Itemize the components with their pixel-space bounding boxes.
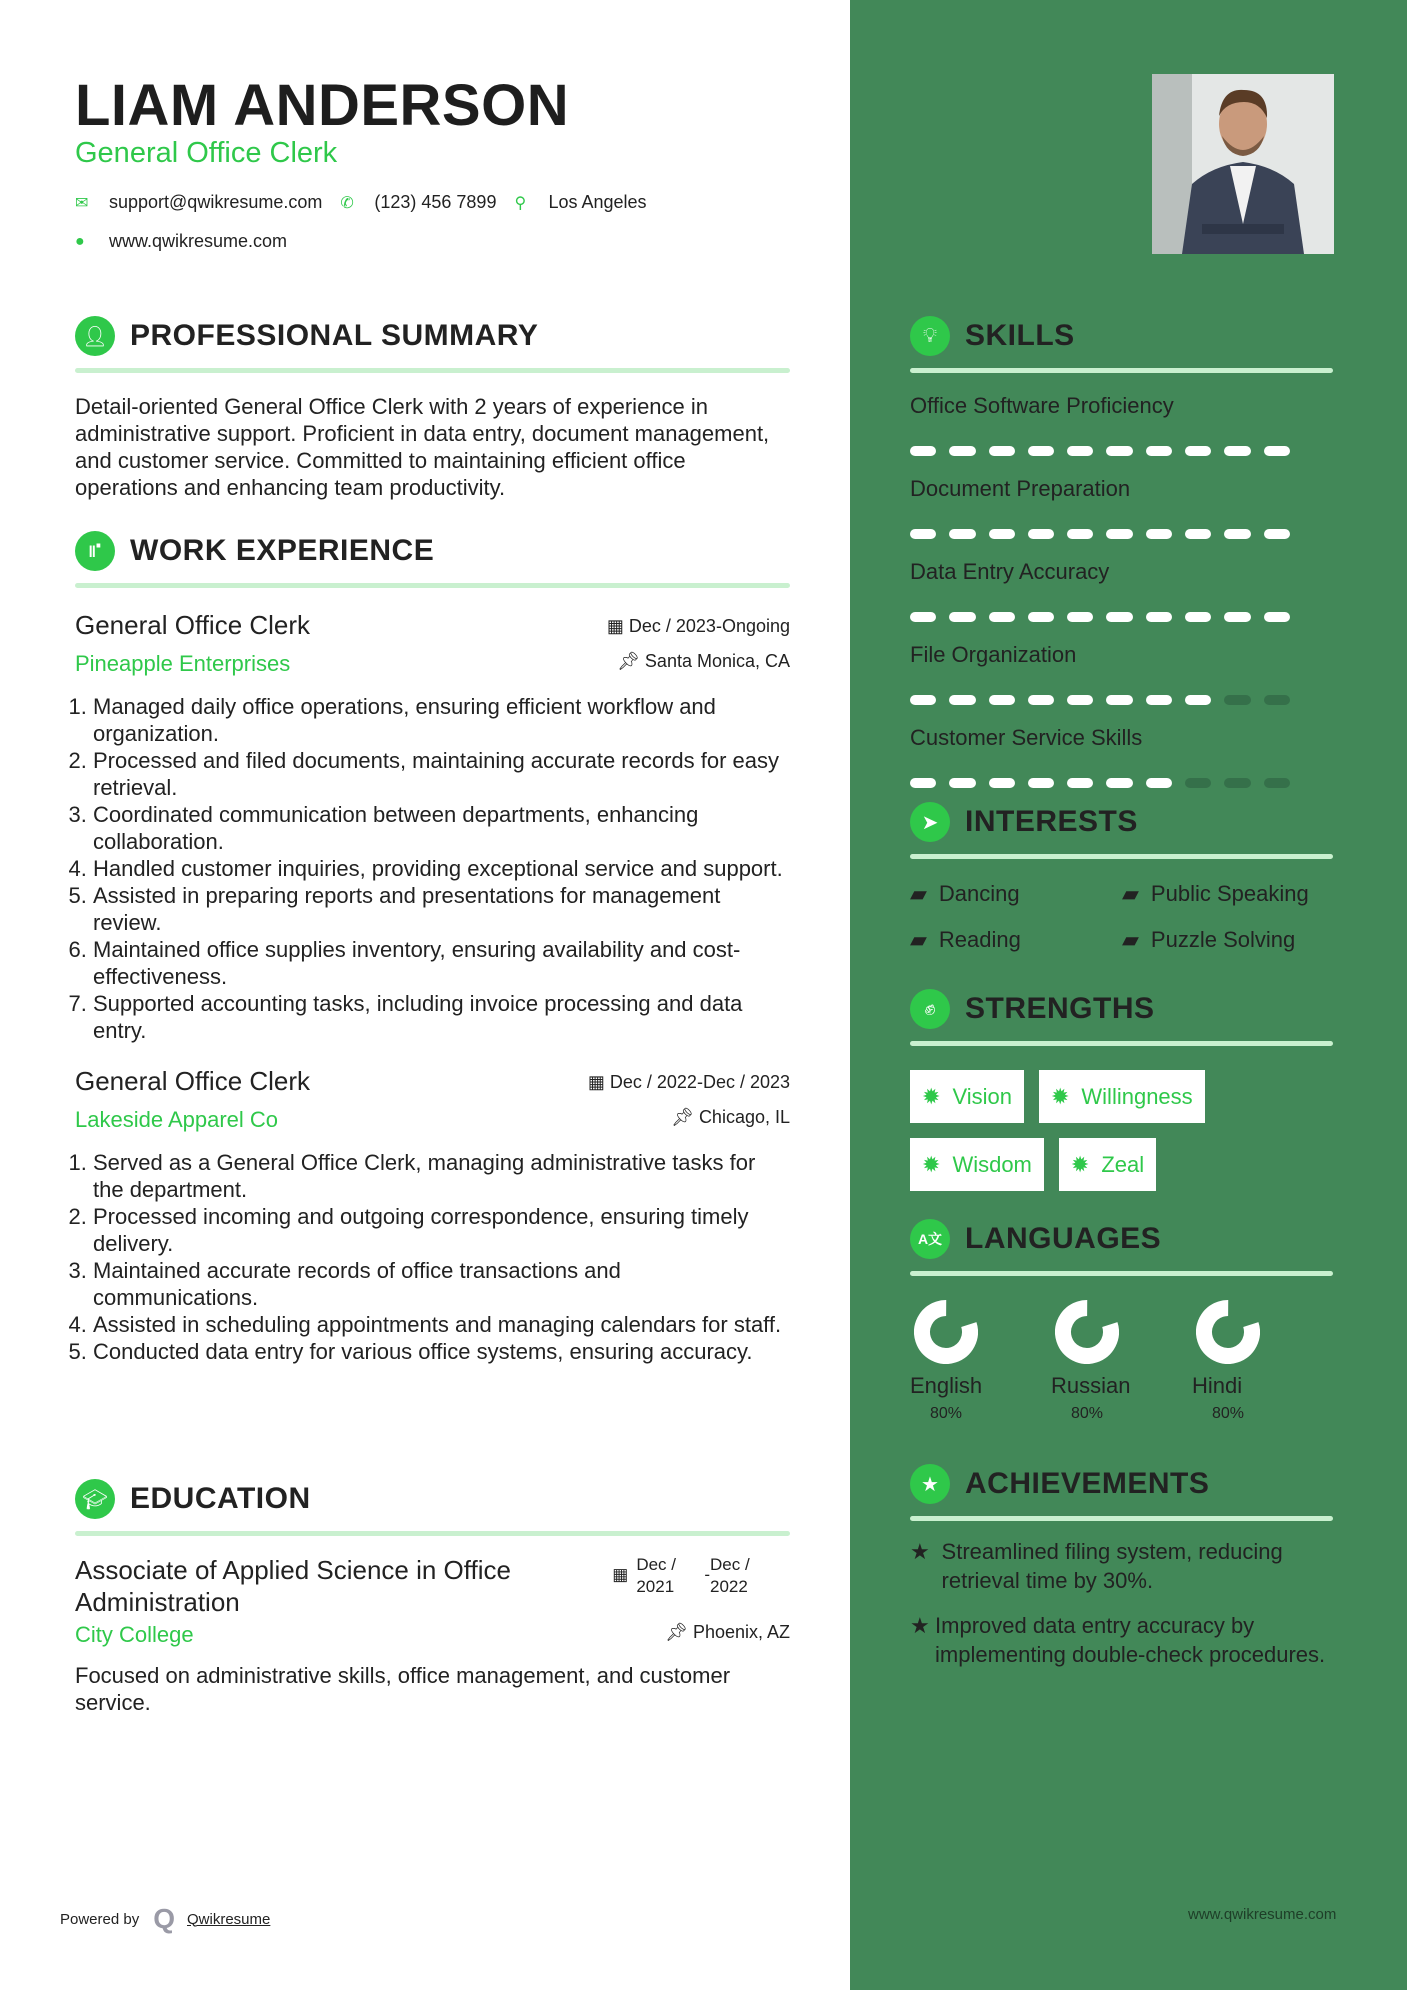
education-location: 📌︎ Phoenix, AZ xyxy=(665,1622,790,1642)
job-entry xyxy=(75,1066,790,1365)
badge-icon: ✹ xyxy=(1050,1083,1070,1109)
summary-section xyxy=(75,314,790,501)
skill-level-bar xyxy=(910,446,1290,456)
divider xyxy=(910,1516,1333,1521)
job-date: ▦ Dec / 2023-Ongoing xyxy=(606,616,790,636)
skill-segment-filled xyxy=(989,529,1015,539)
language-item xyxy=(1192,1300,1333,1423)
calendar-icon: ▦ xyxy=(612,1565,629,1584)
language-name: Hindi xyxy=(1192,1373,1243,1398)
skill-segment-filled xyxy=(949,778,975,788)
contact-location: ⚲ Los Angeles xyxy=(514,192,647,212)
book-icon: ▰ xyxy=(1122,881,1139,906)
qwikresume-link[interactable]: Qwikresume xyxy=(187,1910,271,1928)
skill-segment-empty xyxy=(1224,778,1250,788)
paper-plane-icon: ➤ xyxy=(910,802,950,842)
skill-segment-filled xyxy=(1185,529,1211,539)
skill-segment-filled xyxy=(1224,529,1250,539)
education-section xyxy=(75,1477,790,1716)
skill-segment-filled xyxy=(1185,695,1211,705)
book-icon: ▰ xyxy=(910,881,927,906)
languages-section xyxy=(910,1217,1333,1423)
globe-icon: ● xyxy=(75,232,85,250)
powered-by: Powered by Q Qwikresume xyxy=(60,1903,271,1934)
interest-item: ▰ Public Speaking xyxy=(1122,881,1309,906)
job-title: General Office Clerk xyxy=(75,1066,311,1096)
skill-label: Data Entry Accuracy xyxy=(910,559,1110,584)
achievements-section xyxy=(910,1462,1333,1669)
strength-tag: ✹ Wisdom xyxy=(910,1138,1044,1191)
bullet-item: 1. Managed daily office operations, ensuring efficient workflow and organization. xyxy=(93,693,790,747)
bullet-item: 7. Supported accounting tasks, including invoice processing and data entry. xyxy=(93,990,790,1044)
language-donut xyxy=(1196,1300,1260,1364)
job-entry xyxy=(75,610,790,1044)
section-title: EDUCATION xyxy=(130,1482,311,1515)
skill-label: Office Software Proficiency xyxy=(910,393,1174,418)
bullet-item: 3. Coordinated communication between departments, enhancing collaboration. xyxy=(93,801,790,855)
pin-icon: 📌︎ xyxy=(671,1107,699,1127)
calendar-icon: ▦ xyxy=(606,616,629,636)
skill-segment-filled xyxy=(910,778,936,788)
company: Lakeside Apparel Co xyxy=(75,1107,279,1132)
divider xyxy=(75,1531,790,1536)
section-title: ACHIEVEMENTS xyxy=(965,1467,1210,1500)
chair-icon: ⑈ xyxy=(75,531,115,571)
language-percent: 80% xyxy=(930,1405,963,1422)
star-badge-icon: ★ xyxy=(910,1464,950,1504)
skill-segment-filled xyxy=(1067,695,1093,705)
company: Pineapple Enterprises xyxy=(75,651,291,676)
skill-segment-filled xyxy=(910,529,936,539)
skill-segment-empty xyxy=(1224,695,1250,705)
education-date: ▦ Dec / 2021 - Dec / 2022 xyxy=(612,1555,750,1596)
bullet-item: 5. Conducted data entry for various office systems, ensuring accuracy. xyxy=(93,1338,790,1365)
bullet-item: 3. Maintained accurate records of office transactions and communications. xyxy=(93,1257,790,1311)
section-title: STRENGTHS xyxy=(965,992,1155,1025)
candidate-title: General Office Clerk xyxy=(75,137,338,169)
interests-section xyxy=(910,800,1333,953)
divider xyxy=(910,368,1333,373)
skill-segment-filled xyxy=(1106,529,1132,539)
map-marker-icon: ⚲ xyxy=(514,194,527,212)
envelope-icon: ✉ xyxy=(75,194,89,212)
phone-icon: ✆ xyxy=(340,194,354,212)
skill-level-bar xyxy=(910,695,1290,705)
job-bullets xyxy=(75,1149,790,1365)
language-name: Russian xyxy=(1051,1373,1131,1398)
footer-website[interactable]: www.qwikresume.com xyxy=(1188,1906,1337,1923)
bullet-item: 4. Handled customer inquiries, providing exceptional service and support. xyxy=(93,855,790,882)
skill-level-bar xyxy=(910,529,1290,539)
skill-segment-filled xyxy=(1146,778,1172,788)
skill-segment-filled xyxy=(949,695,975,705)
divider xyxy=(910,1271,1333,1276)
skill-segment-filled xyxy=(1067,778,1093,788)
interest-item: ▰ Puzzle Solving xyxy=(1122,927,1296,952)
skill-segment-filled xyxy=(1028,529,1054,539)
achievement-item: ★ Streamlined filing system, reducing retrieval time by 30%. xyxy=(910,1539,1283,1593)
skill-segment-filled xyxy=(1067,446,1093,456)
star-icon: ★ xyxy=(910,1539,930,1564)
language-icon: A文 xyxy=(910,1219,950,1259)
pin-icon: 📌︎ xyxy=(665,1622,693,1642)
book-icon: ▰ xyxy=(910,927,927,952)
person-photo-icon xyxy=(1152,74,1334,254)
skill-segment-filled xyxy=(989,778,1015,788)
divider xyxy=(910,1041,1333,1046)
fist-icon: ✊︎ xyxy=(910,989,950,1029)
skill-segment-filled xyxy=(1264,529,1290,539)
interest-item: ▰ Dancing xyxy=(910,881,1020,906)
language-item xyxy=(910,1300,1051,1423)
pin-icon: 📌︎ xyxy=(617,651,645,671)
badge-icon: ✹ xyxy=(1070,1151,1090,1177)
skill-segment-filled xyxy=(989,612,1015,622)
skill-level-bar xyxy=(910,778,1290,788)
skill-segment-filled xyxy=(1028,778,1054,788)
badge-icon: ✹ xyxy=(922,1083,941,1109)
skill-label: Document Preparation xyxy=(910,476,1131,501)
skill-segment-filled xyxy=(1185,446,1211,456)
skill-label: Customer Service Skills xyxy=(910,725,1143,750)
achievement-item: ★ Improved data entry accuracy by implementing double-check procedures. xyxy=(910,1613,1326,1667)
graduate-icon: 🎓︎ xyxy=(75,1479,115,1519)
skill-segment-filled xyxy=(989,695,1015,705)
skill-segment-filled xyxy=(989,446,1015,456)
job-date: ▦ Dec / 2022-Dec / 2023 xyxy=(587,1072,790,1092)
language-name: English xyxy=(910,1373,983,1398)
skills-section xyxy=(910,314,1333,788)
interest-item: ▰ Reading xyxy=(910,927,1021,952)
language-item xyxy=(1051,1300,1192,1423)
star-icon: ★ xyxy=(910,1613,930,1638)
contact-phone[interactable]: ✆ (123) 456 7899 xyxy=(340,192,497,212)
bullet-item: 4. Assisted in scheduling appointments and managing calendars for staff. xyxy=(93,1311,790,1338)
skill-segment-filled xyxy=(1264,612,1290,622)
skill-segment-filled xyxy=(949,612,975,622)
section-title: INTERESTS xyxy=(965,805,1138,838)
school: City College xyxy=(75,1622,194,1647)
skill-segment-filled xyxy=(1106,446,1132,456)
bullet-item: 6. Maintained office supplies inventory, ensuring availability and cost-effectiveness. xyxy=(93,936,790,990)
user-icon: 👤︎ xyxy=(75,316,115,356)
badge-icon: ✹ xyxy=(922,1151,941,1177)
qwikresume-logo-icon: Q xyxy=(153,1903,175,1934)
calendar-icon: ▦ xyxy=(587,1072,610,1092)
skill-segment-filled xyxy=(1106,695,1132,705)
divider xyxy=(75,368,790,373)
skill-level-bar xyxy=(910,612,1290,622)
skill-segment-filled xyxy=(1146,446,1172,456)
skill-segment-filled xyxy=(1106,612,1132,622)
section-title: WORK EXPERIENCE xyxy=(130,534,435,567)
skill-segment-empty xyxy=(1185,778,1211,788)
skill-segment-filled xyxy=(1264,446,1290,456)
job-bullets xyxy=(75,693,790,1044)
donut-fill xyxy=(916,1302,976,1362)
skill-segment-filled xyxy=(1067,612,1093,622)
job-title: General Office Clerk xyxy=(75,610,311,640)
language-percent: 80% xyxy=(1071,1405,1104,1422)
skill-label: File Organization xyxy=(910,642,1077,667)
section-title: LANGUAGES xyxy=(965,1222,1162,1255)
skill-segment-filled xyxy=(1067,529,1093,539)
skill-segment-filled xyxy=(910,695,936,705)
section-title: SKILLS xyxy=(965,319,1075,352)
job-location: 📌︎ Chicago, IL xyxy=(671,1107,790,1127)
skill-segment-filled xyxy=(1224,446,1250,456)
language-donut xyxy=(914,1300,978,1364)
strength-tag: ✹ Vision xyxy=(910,1070,1024,1123)
strength-tag: ✹ Zeal xyxy=(1059,1138,1156,1191)
bullet-item: 1. Served as a General Office Clerk, managing administrative tasks for the department. xyxy=(93,1149,790,1203)
skill-segment-filled xyxy=(910,446,936,456)
job-location: 📌︎ Santa Monica, CA xyxy=(617,651,790,671)
skill-segment-filled xyxy=(1028,446,1054,456)
skill-segment-filled xyxy=(1224,612,1250,622)
divider xyxy=(910,854,1333,859)
skill-segment-filled xyxy=(1146,695,1172,705)
skill-segment-filled xyxy=(1146,612,1172,622)
bullet-item: 2. Processed incoming and outgoing correspondence, ensuring timely delivery. xyxy=(93,1203,790,1257)
skill-segment-filled xyxy=(1028,612,1054,622)
language-donut xyxy=(1055,1300,1119,1364)
skill-segment-filled xyxy=(1146,529,1172,539)
skill-segment-empty xyxy=(1264,778,1290,788)
lightbulb-icon: 💡︎ xyxy=(910,316,950,356)
bullet-item: 5. Assisted in preparing reports and presentations for management review. xyxy=(93,882,790,936)
degree: Associate of Applied Science in Office Administration xyxy=(75,1555,511,1617)
bullet-item: 2. Processed and filed documents, maintaining accurate records for easy retrieval. xyxy=(93,747,790,801)
contact-list xyxy=(75,192,775,252)
skill-segment-filled xyxy=(949,529,975,539)
skill-segment-filled xyxy=(1106,778,1132,788)
section-title: PROFESSIONAL SUMMARY xyxy=(130,319,539,352)
skill-segment-filled xyxy=(1028,695,1054,705)
education-text: Focused on administrative skills, office management, and customer service. xyxy=(75,1663,731,1715)
strengths-section xyxy=(910,987,1333,1191)
contact-website[interactable]: ● www.qwikresume.com xyxy=(75,231,288,251)
summary-text: Detail-oriented General Office Clerk with 2 years of experience in administrative support. Proficient in data entry, document management, and customer service. Committed to maintaining efficient office operations and enhancing team productivity. xyxy=(75,394,770,500)
experience-section xyxy=(75,529,790,1365)
divider xyxy=(75,583,790,588)
donut-fill xyxy=(1057,1302,1117,1362)
strength-tag: ✹ Willingness xyxy=(1039,1070,1205,1123)
skill-segment-filled xyxy=(910,612,936,622)
profile-photo xyxy=(1152,74,1334,254)
book-icon: ▰ xyxy=(1122,927,1139,952)
donut-fill xyxy=(1198,1302,1258,1362)
skill-segment-filled xyxy=(949,446,975,456)
contact-email[interactable]: ✉ support@qwikresume.com xyxy=(75,192,323,212)
candidate-name: LIAM ANDERSON xyxy=(75,73,570,138)
skill-segment-empty xyxy=(1264,695,1290,705)
skill-segment-filled xyxy=(1185,612,1211,622)
language-percent: 80% xyxy=(1212,1405,1245,1422)
